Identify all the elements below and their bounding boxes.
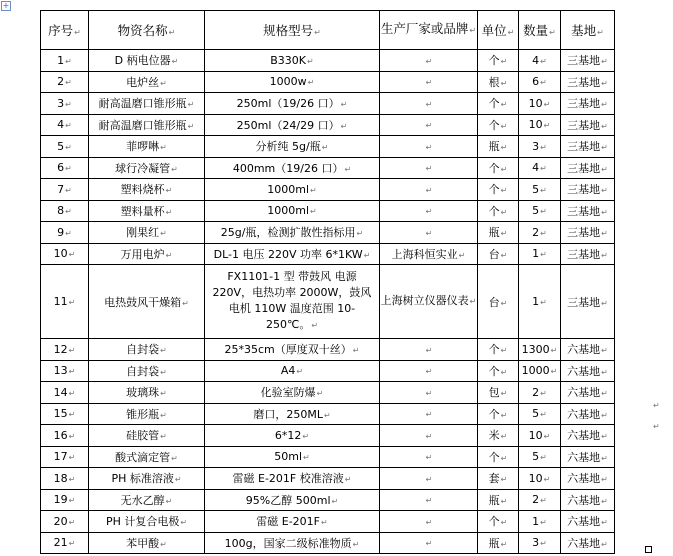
cell-unit[interactable]: 个↵ (478, 114, 519, 136)
table-row (41, 222, 615, 244)
cell-unit[interactable]: 套↵ (478, 468, 519, 490)
cell-no[interactable]: 7↵ (41, 179, 89, 201)
cell-spec[interactable]: 1000ml↵ (205, 179, 380, 201)
cell-no[interactable]: 12↵ (41, 339, 89, 361)
header-base: 基地↵ (561, 11, 615, 50)
cell-spec[interactable]: 1000w↵ (205, 71, 380, 93)
cell-name[interactable]: 酸式滴定管↵ (89, 446, 205, 468)
cell-unit[interactable]: 个↵ (478, 50, 519, 72)
cell-name[interactable]: 自封袋↵ (89, 360, 205, 382)
cell-unit[interactable]: 根↵ (478, 71, 519, 93)
cell-name[interactable]: 无水乙醇↵ (89, 489, 205, 511)
table-row (41, 179, 615, 201)
cell-maker[interactable]: ↵ (380, 446, 478, 468)
cell-qty[interactable]: 2↵ (519, 489, 561, 511)
cell-base[interactable]: 三基地↵ (561, 114, 615, 136)
cell-no[interactable]: 17↵ (41, 446, 89, 468)
cell-spec[interactable]: B330K↵ (205, 50, 380, 72)
cell-name[interactable]: PH 标准溶液↵ (89, 468, 205, 490)
cell-no[interactable]: 8↵ (41, 200, 89, 222)
cell-spec[interactable]: 分析纯 5g/瓶↵ (205, 136, 380, 158)
cell-maker[interactable]: ↵ (380, 382, 478, 404)
cell-maker[interactable]: ↵ (380, 93, 478, 115)
cell-qty[interactable]: 1↵ (519, 511, 561, 533)
cell-base[interactable]: 六基地↵ (561, 489, 615, 511)
cell-name[interactable]: 塑料量杯↵ (89, 200, 205, 222)
cell-maker[interactable]: ↵ (380, 179, 478, 201)
cell-qty[interactable]: 10↵ (519, 114, 561, 136)
cell-maker[interactable]: ↵ (380, 425, 478, 447)
table-row (41, 382, 615, 404)
cell-name[interactable]: 耐高温磨口锥形瓶↵ (89, 114, 205, 136)
cell-maker[interactable]: 上海科恒实业↵ (380, 243, 478, 265)
cell-qty[interactable]: 1↵ (519, 265, 561, 339)
cell-maker[interactable]: ↵ (380, 511, 478, 533)
cell-no[interactable]: 20↵ (41, 511, 89, 533)
header-unit: 单位↵ (478, 11, 519, 50)
cell-name[interactable]: 耐高温磨口锥形瓶↵ (89, 93, 205, 115)
cell-spec[interactable]: 50ml↵ (205, 446, 380, 468)
table-row (41, 532, 615, 554)
cell-base[interactable]: 三基地↵ (561, 136, 615, 158)
cell-unit[interactable]: 米↵ (478, 425, 519, 447)
cell-base[interactable]: 六基地↵ (561, 468, 615, 490)
cell-qty[interactable]: 5↵ (519, 200, 561, 222)
table-row (41, 50, 615, 72)
cell-unit[interactable]: 个↵ (478, 403, 519, 425)
cell-unit[interactable]: 个↵ (478, 360, 519, 382)
cell-base[interactable]: 三基地↵ (561, 71, 615, 93)
table-resize-handle[interactable] (645, 546, 652, 553)
table-row (41, 511, 615, 533)
cell-no[interactable]: 19↵ (41, 489, 89, 511)
cell-qty[interactable]: 1300↵ (519, 339, 561, 361)
cell-no[interactable]: 4↵ (41, 114, 89, 136)
cell-base[interactable]: 三基地↵ (561, 222, 615, 244)
cell-base[interactable]: 三基地↵ (561, 243, 615, 265)
cell-unit[interactable]: 瓶↵ (478, 489, 519, 511)
header-no: 序号↵ (41, 11, 89, 50)
cell-qty[interactable]: 4↵ (519, 50, 561, 72)
cell-qty[interactable]: 2↵ (519, 382, 561, 404)
table-row (41, 468, 615, 490)
cell-name[interactable]: 锥形瓶↵ (89, 403, 205, 425)
cell-unit[interactable]: 瓶↵ (478, 222, 519, 244)
cell-spec[interactable]: DL-1 电压 220V 功率 6*1KW↵ (205, 243, 380, 265)
table-row (41, 114, 615, 136)
cell-maker[interactable]: ↵ (380, 157, 478, 179)
cell-spec[interactable]: 化验室防爆↵ (205, 382, 380, 404)
table-row (41, 71, 615, 93)
header-row (41, 11, 615, 50)
cell-qty[interactable]: 10↵ (519, 468, 561, 490)
cell-no[interactable]: 6↵ (41, 157, 89, 179)
cell-base[interactable]: 六基地↵ (561, 382, 615, 404)
cell-unit[interactable]: 个↵ (478, 93, 519, 115)
cell-base[interactable]: 六基地↵ (561, 339, 615, 361)
table-row (41, 243, 615, 265)
cell-no[interactable]: 11↵ (41, 265, 89, 339)
cell-maker[interactable]: ↵ (380, 532, 478, 554)
cell-spec[interactable]: 6*12↵ (205, 425, 380, 447)
cell-spec[interactable]: 100g，国家二级标准物质↵ (205, 532, 380, 554)
cell-maker[interactable]: ↵ (380, 403, 478, 425)
cell-qty[interactable]: 1000↵ (519, 360, 561, 382)
cell-maker[interactable]: ↵ (380, 114, 478, 136)
cell-no[interactable]: 3↵ (41, 93, 89, 115)
cell-base[interactable]: 六基地↵ (561, 511, 615, 533)
header-maker: 生产厂家或品牌↵ (380, 11, 478, 50)
cell-base[interactable]: 三基地↵ (561, 50, 615, 72)
cell-unit[interactable]: 个↵ (478, 179, 519, 201)
cell-base[interactable]: 三基地↵ (561, 93, 615, 115)
cell-name[interactable]: 万用电炉↵ (89, 243, 205, 265)
cell-base[interactable]: 六基地↵ (561, 425, 615, 447)
cell-qty[interactable]: 10↵ (519, 93, 561, 115)
row-end-mark: ↵ (653, 422, 660, 431)
cell-unit[interactable]: 台↵ (478, 265, 519, 339)
cell-qty[interactable]: 3↵ (519, 136, 561, 158)
cell-spec[interactable]: 95%乙醇 500ml↵ (205, 489, 380, 511)
table-row (41, 265, 615, 339)
cell-qty[interactable]: 3↵ (519, 532, 561, 554)
cell-base[interactable]: 六基地↵ (561, 446, 615, 468)
cell-name[interactable]: 苯甲酸↵ (89, 532, 205, 554)
cell-no[interactable]: 13↵ (41, 360, 89, 382)
cell-no[interactable]: 21↵ (41, 532, 89, 554)
cell-maker[interactable]: ↵ (380, 468, 478, 490)
table-row (41, 339, 615, 361)
cell-qty[interactable]: 1↵ (519, 243, 561, 265)
cell-maker[interactable]: ↵ (380, 339, 478, 361)
cell-spec[interactable]: 250ml（19/26 口）↵ (205, 93, 380, 115)
cell-name[interactable]: 电热鼓风干燥箱↵ (89, 265, 205, 339)
cell-no[interactable]: 16↵ (41, 425, 89, 447)
cell-base[interactable]: 三基地↵ (561, 157, 615, 179)
cell-unit[interactable]: 个↵ (478, 200, 519, 222)
table-row (41, 403, 615, 425)
table-row (41, 425, 615, 447)
cell-qty[interactable]: 2↵ (519, 222, 561, 244)
materials-table (40, 10, 615, 554)
table-row (41, 93, 615, 115)
cell-qty[interactable]: 4↵ (519, 157, 561, 179)
cell-maker[interactable]: ↵ (380, 71, 478, 93)
cell-name[interactable]: 菲啰啉↵ (89, 136, 205, 158)
cell-unit[interactable]: 瓶↵ (478, 136, 519, 158)
cell-qty[interactable]: 10↵ (519, 425, 561, 447)
cell-name[interactable]: 自封袋↵ (89, 339, 205, 361)
header-name: 物资名称↵ (89, 11, 205, 50)
table-row (41, 157, 615, 179)
cell-spec[interactable]: 磨口，250ML↵ (205, 403, 380, 425)
cell-no[interactable]: 5↵ (41, 136, 89, 158)
cell-qty[interactable]: 6↵ (519, 71, 561, 93)
cell-spec[interactable]: 25g/瓶，检测扩散性指标用↵ (205, 222, 380, 244)
cell-base[interactable]: 六基地↵ (561, 532, 615, 554)
cell-maker[interactable]: ↵ (380, 360, 478, 382)
header-qty: 数量↵ (519, 11, 561, 50)
cell-unit[interactable]: 个↵ (478, 157, 519, 179)
table-row (41, 200, 615, 222)
cell-maker[interactable]: ↵ (380, 50, 478, 72)
cell-unit[interactable]: 个↵ (478, 446, 519, 468)
cell-spec[interactable]: 25*35cm（厚度双十丝）↵ (205, 339, 380, 361)
cell-unit[interactable]: 台↵ (478, 243, 519, 265)
cell-maker[interactable]: 上海树立仪器仪表↵ (380, 265, 478, 339)
cell-name[interactable]: 塑料烧杯↵ (89, 179, 205, 201)
cell-base[interactable]: 六基地↵ (561, 403, 615, 425)
cell-no[interactable]: 15↵ (41, 403, 89, 425)
cell-base[interactable]: 三基地↵ (561, 179, 615, 201)
cell-qty[interactable]: 5↵ (519, 446, 561, 468)
cell-name[interactable]: PH 计复合电极↵ (89, 511, 205, 533)
cell-no[interactable]: 18↵ (41, 468, 89, 490)
cell-name[interactable]: 硅胶管↵ (89, 425, 205, 447)
cell-qty[interactable]: 5↵ (519, 403, 561, 425)
table-row (41, 446, 615, 468)
cell-no[interactable]: 9↵ (41, 222, 89, 244)
cell-base[interactable]: 三基地↵ (561, 200, 615, 222)
cell-unit[interactable]: 个↵ (478, 339, 519, 361)
cell-maker[interactable]: ↵ (380, 222, 478, 244)
table-row (41, 360, 615, 382)
cell-spec[interactable]: 250ml（24/29 口）↵ (205, 114, 380, 136)
cell-maker[interactable]: ↵ (380, 489, 478, 511)
cell-spec[interactable]: FX1101-1 型 带鼓风 电源 220V，电热功率 2000W，鼓风电机 110W 温度范围 10-250℃。↵ (205, 265, 380, 339)
header-spec: 规格型号↵ (205, 11, 380, 50)
cell-name[interactable]: 刚果红↵ (89, 222, 205, 244)
cell-name[interactable]: D 柄电位器↵ (89, 50, 205, 72)
table-row (41, 489, 615, 511)
cell-spec[interactable]: 400mm（19/26 口）↵ (205, 157, 380, 179)
cell-spec[interactable]: 1000ml↵ (205, 200, 380, 222)
cell-name[interactable]: 玻璃珠↵ (89, 382, 205, 404)
cell-unit[interactable]: 瓶↵ (478, 532, 519, 554)
cell-spec[interactable]: 雷磁 E-201F↵ (205, 511, 380, 533)
cell-spec[interactable]: A4↵ (205, 360, 380, 382)
cell-maker[interactable]: ↵ (380, 200, 478, 222)
cell-name[interactable]: 球行冷凝管↵ (89, 157, 205, 179)
cell-qty[interactable]: 5↵ (519, 179, 561, 201)
cell-no[interactable]: 1↵ (41, 50, 89, 72)
row-end-mark: ↵ (653, 401, 660, 410)
cell-base[interactable]: 六基地↵ (561, 360, 615, 382)
table-row (41, 136, 615, 158)
cell-no[interactable]: 10↵ (41, 243, 89, 265)
table-move-handle-icon[interactable]: + (2, 1, 10, 10)
cell-no[interactable]: 2↵ (41, 71, 89, 93)
cell-name[interactable]: 电炉丝↵ (89, 71, 205, 93)
cell-base[interactable]: 三基地↵ (561, 265, 615, 339)
cell-no[interactable]: 14↵ (41, 382, 89, 404)
cell-spec[interactable]: 雷磁 E-201F 校准溶液↵ (205, 468, 380, 490)
cell-maker[interactable]: ↵ (380, 136, 478, 158)
cell-unit[interactable]: 包↵ (478, 382, 519, 404)
cell-unit[interactable]: 个↵ (478, 511, 519, 533)
